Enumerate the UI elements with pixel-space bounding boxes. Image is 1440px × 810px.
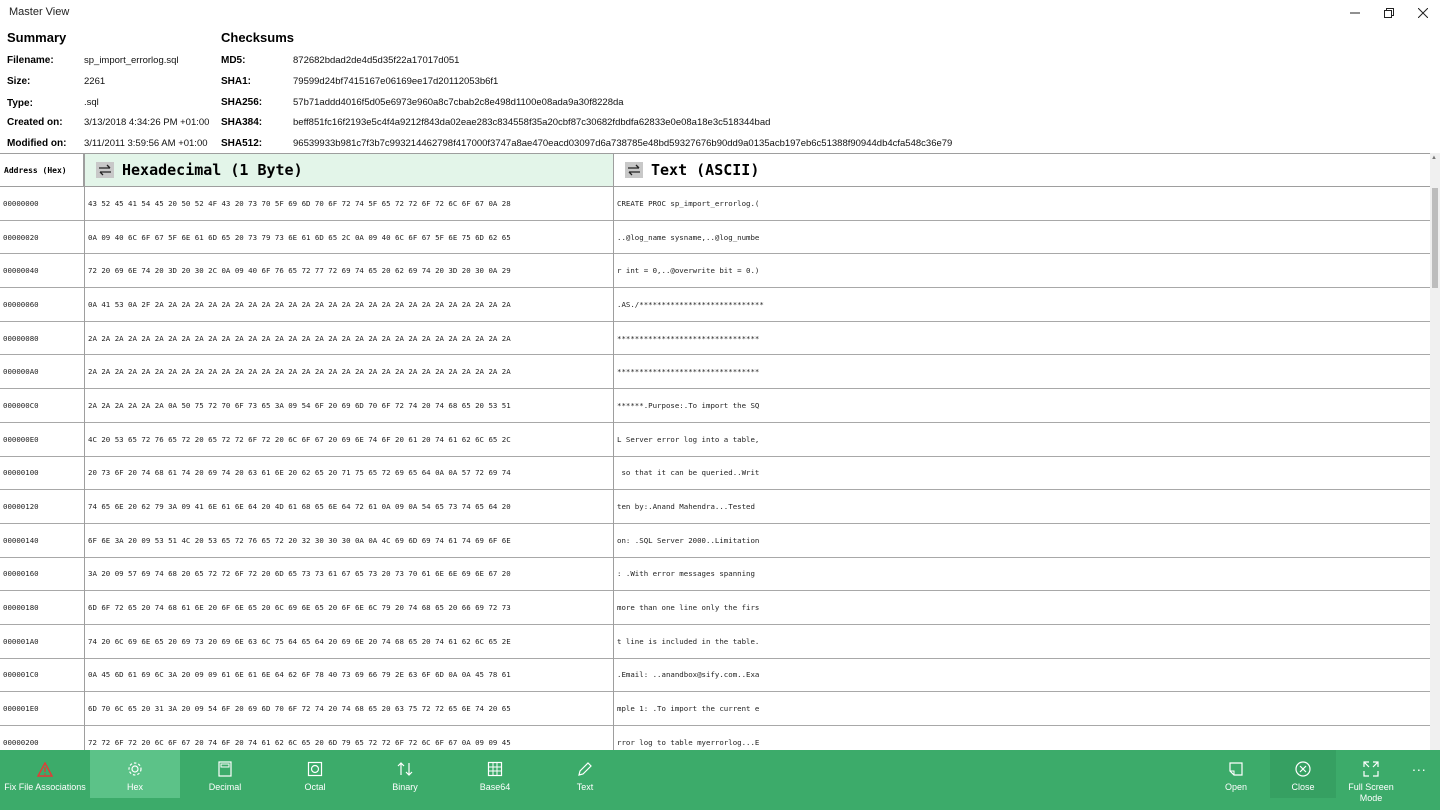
- sha384-label: SHA384:: [221, 117, 263, 128]
- row-address: 00000100: [3, 468, 39, 478]
- open-label: Open: [1224, 782, 1248, 792]
- created-label: Created on:: [7, 117, 63, 128]
- row-ascii-text[interactable]: : .With error messages spanning: [617, 569, 760, 579]
- table-row[interactable]: [0, 254, 1430, 288]
- text-column-header: [614, 154, 1430, 186]
- row-ascii-text[interactable]: r int = 0,..@overwrite bit = 0.): [617, 266, 760, 276]
- hex-button[interactable]: [90, 750, 180, 798]
- row-address: 000001A0: [3, 636, 39, 646]
- table-row[interactable]: [0, 355, 1430, 389]
- md5-value: 872682bdad2de4d5d35f22a17017d051: [293, 55, 460, 66]
- octal-label: Octal: [304, 782, 326, 792]
- row-ascii-text[interactable]: CREATE PROC sp_import_errorlog.(: [617, 198, 760, 208]
- row-address: 00000140: [3, 535, 39, 545]
- sha256-label: SHA256:: [221, 97, 263, 108]
- row-hex-bytes[interactable]: 2A 2A 2A 2A 2A 2A 2A 2A 2A 2A 2A 2A 2A 2A 2A 2A 2A 2A 2A 2A 2A 2A 2A 2A 2A 2A 2A 2A 2A 2A 2A 2A: [88, 333, 511, 343]
- table-row[interactable]: [0, 558, 1430, 592]
- minimize-icon: [1350, 8, 1360, 18]
- pencil-icon: [577, 761, 593, 777]
- gear-icon: [127, 761, 143, 777]
- table-row[interactable]: [0, 389, 1430, 423]
- row-ascii-text[interactable]: ten by:.Anand Mahendra...Tested: [617, 502, 760, 512]
- table-row[interactable]: [0, 423, 1430, 457]
- window-title: Master View: [9, 6, 70, 18]
- octal-button[interactable]: [270, 750, 360, 798]
- full-screen-icon: [1363, 761, 1379, 777]
- scroll-up-icon[interactable]: ▲: [1431, 155, 1437, 161]
- checksums-heading: Checksums: [221, 30, 294, 45]
- base64-button[interactable]: [450, 750, 540, 798]
- row-ascii-text[interactable]: .Email: ..anandbox@sify.com..Exa: [617, 670, 760, 680]
- full-screen-mode-label: Full Screen Mode: [1348, 782, 1394, 803]
- row-address: 000000C0: [3, 400, 39, 410]
- row-ascii-text[interactable]: so that it can be queried..Writ: [617, 468, 760, 478]
- close-circle-icon: [1295, 761, 1311, 777]
- address-column-header: Address (Hex): [0, 154, 84, 186]
- grid-rows: [0, 187, 1430, 750]
- row-ascii-text[interactable]: rror log to table myerrorlog...E: [617, 737, 760, 747]
- table-row[interactable]: [0, 490, 1430, 524]
- row-address: 00000000: [3, 198, 39, 208]
- close-button[interactable]: [1270, 750, 1336, 798]
- table-row[interactable]: [0, 692, 1430, 726]
- table-row[interactable]: [0, 187, 1430, 221]
- full-screen-mode-button[interactable]: [1336, 750, 1406, 808]
- row-address: 00000020: [3, 232, 39, 242]
- row-hex-bytes[interactable]: 0A 09 40 6C 6F 67 5F 6E 61 6D 65 20 73 79 73 6E 61 6D 65 2C 0A 09 40 6C 6F 67 5F 6E 75 6D 62 65: [88, 232, 511, 242]
- row-ascii-text[interactable]: on: .SQL Server 2000..Limitation: [617, 535, 760, 545]
- row-address: 00000040: [3, 266, 39, 276]
- binary-label: Binary: [392, 782, 418, 792]
- row-hex-bytes[interactable]: 0A 45 6D 61 69 6C 3A 20 09 09 61 6E 61 6E 64 62 6F 78 40 73 69 66 79 2E 63 6F 6D 0A 0A 45 78 61: [88, 670, 511, 680]
- row-address: 00000120: [3, 502, 39, 512]
- hex-column-header: [85, 154, 614, 186]
- bottom-app-bar: [0, 750, 1440, 810]
- type-value: .sql: [84, 97, 99, 108]
- swap-arrows-icon: [627, 164, 641, 176]
- grid-header: [0, 153, 1430, 187]
- text-header-title: Text (ASCII): [651, 161, 760, 179]
- row-ascii-text[interactable]: L Server error log into a table,: [617, 434, 760, 444]
- filename-value: sp_import_errorlog.sql: [84, 55, 179, 66]
- column-divider: [84, 153, 85, 750]
- row-hex-bytes[interactable]: 2A 2A 2A 2A 2A 2A 2A 2A 2A 2A 2A 2A 2A 2A 2A 2A 2A 2A 2A 2A 2A 2A 2A 2A 2A 2A 2A 2A 2A 2A 2A 2A: [88, 367, 511, 377]
- row-address: 000000A0: [3, 367, 39, 377]
- summary-heading: Summary: [7, 30, 67, 45]
- row-hex-bytes[interactable]: 4C 20 53 65 72 76 65 72 20 65 72 72 6F 72 20 6C 6F 67 20 69 6E 74 6F 20 61 20 74 61 62 6C 65 2C: [88, 434, 511, 444]
- sha512-value: 96539933b981c7f3b7c993214462798f417000f3747a8ae470eacd03097d6a738785e48bd59327676b90dd9a0135acb197eb6c51388f90944db4cfa548c36e79: [293, 138, 953, 149]
- close-icon: [1418, 8, 1428, 18]
- table-row[interactable]: [0, 221, 1430, 255]
- decimal-label: Decimal: [208, 782, 242, 792]
- table-row[interactable]: [0, 322, 1430, 356]
- row-ascii-text[interactable]: t line is included in the table.: [617, 636, 760, 646]
- modified-value: 3/11/2011 3:59:56 AM +01:00: [84, 138, 208, 149]
- sha1-label: SHA1:: [221, 76, 252, 87]
- md5-label: MD5:: [221, 55, 246, 66]
- sha384-value: beff851fc16f2193e5c4f4a9212f843da02eae283c834558f35a20cbf87c30682fdbdfa62833e0e08a18e3c518344bad: [293, 117, 771, 128]
- created-value: 3/13/2018 4:34:26 PM +01:00: [84, 117, 210, 128]
- row-hex-bytes[interactable]: 72 72 6F 72 20 6C 6F 67 20 74 6F 20 74 61 62 6C 65 20 6D 79 65 72 72 6F 72 6C 6F 67 0A 09 09 45: [88, 737, 511, 747]
- vertical-scrollbar[interactable]: [1430, 153, 1440, 750]
- hex-grid[interactable]: [0, 153, 1430, 750]
- open-file-icon: [1228, 761, 1244, 777]
- row-ascii-text[interactable]: ..@log_name sysname,..@log_numbe: [617, 232, 760, 242]
- row-hex-bytes[interactable]: 43 52 45 41 54 45 20 50 52 4F 43 20 73 70 5F 69 6D 70 6F 72 74 5F 65 72 72 6F 72 6C 6F 67 0A 28: [88, 198, 511, 208]
- binary-button[interactable]: [360, 750, 450, 798]
- sha256-value: 57b71addd4016f5d05e6973e960a8c7cbab2c8e498d1100e08ada9a30f8228da: [293, 97, 624, 108]
- table-row[interactable]: [0, 659, 1430, 693]
- fix-file-associations-label: Fix File Associations: [4, 782, 86, 792]
- swap-text-button[interactable]: [625, 162, 643, 178]
- row-ascii-text[interactable]: mple 1: .To import the current e: [617, 704, 760, 714]
- row-hex-bytes[interactable]: 74 20 6C 69 6E 65 20 69 73 20 69 6E 63 6C 75 64 65 64 20 69 6E 20 74 68 65 20 74 61 62 6C 65 2E: [88, 636, 511, 646]
- fix-file-associations-button[interactable]: [0, 750, 90, 798]
- restore-icon: [1384, 8, 1394, 18]
- warning-icon: [37, 762, 53, 777]
- hex-header-title: Hexadecimal (1 Byte): [122, 161, 303, 179]
- swap-hex-button[interactable]: [96, 162, 114, 178]
- row-hex-bytes[interactable]: 6F 6E 3A 20 09 53 51 4C 20 53 65 72 76 65 72 20 32 30 30 30 0A 0A 4C 69 6D 69 74 61 74 69 6F 6E: [88, 535, 511, 545]
- hex-label: Hex: [126, 782, 143, 792]
- base64-label: Base64: [479, 782, 511, 792]
- sort-arrows-icon: [397, 761, 413, 777]
- row-hex-bytes[interactable]: 74 65 6E 20 62 79 3A 09 41 6E 61 6E 64 20 4D 61 68 65 6E 64 72 61 0A 09 0A 54 65 73 74 65 64 20: [88, 502, 511, 512]
- filename-label: Filename:: [7, 55, 54, 66]
- size-label: Size:: [7, 76, 31, 87]
- row-ascii-text[interactable]: ******.Purpose:.To import the SQ: [617, 400, 760, 410]
- more-options-button[interactable]: ...: [1412, 758, 1427, 774]
- table-row[interactable]: [0, 726, 1430, 750]
- type-label: Type:: [7, 98, 33, 109]
- column-divider: [613, 153, 614, 750]
- close-label: Close: [1291, 782, 1315, 792]
- close-window-button[interactable]: [1400, 0, 1440, 26]
- file-info-panel: [0, 26, 1440, 153]
- row-hex-bytes[interactable]: 72 20 69 6E 74 20 3D 20 30 2C 0A 09 40 6F 76 65 72 77 72 69 74 65 20 62 69 74 20 3D 20 30 0A 29: [88, 266, 511, 276]
- row-address: 00000160: [3, 569, 39, 579]
- row-ascii-text[interactable]: ********************************: [617, 333, 760, 343]
- calculator-icon: [218, 761, 232, 777]
- row-hex-bytes[interactable]: 3A 20 09 57 69 74 68 20 65 72 72 6F 72 20 6D 65 73 73 61 67 65 73 20 73 70 61 6E 6E 69 6E 67 20: [88, 569, 511, 579]
- row-hex-bytes[interactable]: 20 73 6F 20 74 68 61 74 20 69 74 20 63 61 6E 20 62 65 20 71 75 65 72 69 65 64 0A 0A 57 72 69 74: [88, 468, 511, 478]
- decimal-button[interactable]: [180, 750, 270, 798]
- text-button[interactable]: [540, 750, 630, 798]
- table-row[interactable]: [0, 625, 1430, 659]
- table-row[interactable]: [0, 457, 1430, 491]
- row-ascii-text[interactable]: ********************************: [617, 367, 760, 377]
- swap-arrows-icon: [98, 164, 112, 176]
- title-bar: [0, 0, 1440, 26]
- row-hex-bytes[interactable]: 2A 2A 2A 2A 2A 2A 0A 50 75 72 70 6F 73 65 3A 09 54 6F 20 69 6D 70 6F 72 74 20 74 68 65 20 53 51: [88, 400, 511, 410]
- row-hex-bytes[interactable]: 6D 6F 72 65 20 74 68 61 6E 20 6F 6E 65 20 6C 69 6E 65 20 6F 6E 6C 79 20 74 68 65 20 66 69 72 73: [88, 603, 511, 613]
- text-label: Text: [576, 782, 594, 792]
- table-row[interactable]: [0, 288, 1430, 322]
- row-address: 000001E0: [3, 704, 39, 714]
- row-ascii-text[interactable]: more than one line only the firs: [617, 603, 760, 613]
- row-hex-bytes[interactable]: 0A 41 53 0A 2F 2A 2A 2A 2A 2A 2A 2A 2A 2A 2A 2A 2A 2A 2A 2A 2A 2A 2A 2A 2A 2A 2A 2A 2A 2A 2A 2A: [88, 299, 511, 309]
- row-address: 00000180: [3, 603, 39, 613]
- row-address: 00000200: [3, 737, 39, 747]
- row-address: 00000060: [3, 299, 39, 309]
- modified-label: Modified on:: [7, 138, 67, 149]
- row-address: 000000E0: [3, 434, 39, 444]
- row-address: 00000080: [3, 333, 39, 343]
- sha1-value: 79599d24bf7415167e06169ee17d20112053b6f1: [293, 76, 499, 87]
- row-address: 000001C0: [3, 670, 39, 680]
- table-row[interactable]: [0, 591, 1430, 625]
- octal-icon: [307, 761, 323, 777]
- row-ascii-text[interactable]: .AS./****************************: [617, 299, 764, 309]
- grid-icon: [487, 761, 503, 777]
- sha512-label: SHA512:: [221, 138, 263, 149]
- table-row[interactable]: [0, 524, 1430, 558]
- size-value: 2261: [84, 76, 106, 87]
- scrollbar-thumb[interactable]: [1432, 188, 1438, 288]
- row-hex-bytes[interactable]: 6D 70 6C 65 20 31 3A 20 09 54 6F 20 69 6D 70 6F 72 74 20 74 68 65 20 63 75 72 72 65 6E 74 20 65: [88, 704, 511, 714]
- open-button[interactable]: [1191, 750, 1281, 798]
